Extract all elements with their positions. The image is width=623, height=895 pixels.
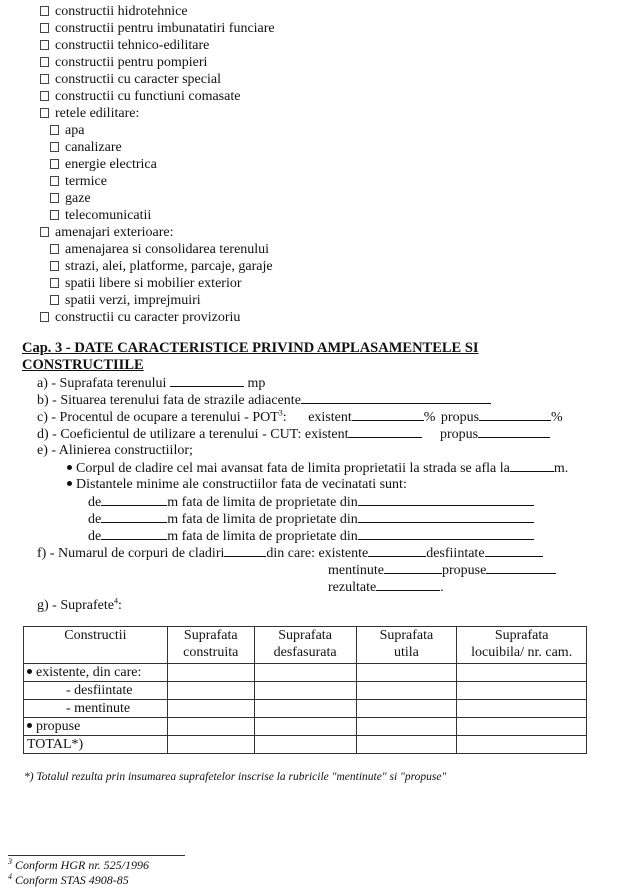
header-text: Suprafata — [183, 628, 238, 643]
field-rezultate — [328, 578, 444, 596]
checkbox-icon[interactable] — [50, 193, 59, 203]
percent-label: % — [423, 410, 436, 425]
table-cell[interactable] — [167, 718, 254, 736]
table-cell[interactable] — [356, 718, 457, 736]
checkbox-icon[interactable] — [50, 142, 59, 152]
row-label — [24, 700, 168, 718]
boundary-input[interactable] — [358, 493, 534, 506]
footnote-number: 3 — [8, 857, 12, 866]
bullet-icon — [27, 723, 32, 728]
distance-row — [88, 510, 534, 528]
din-care-label: din care: existente — [266, 546, 369, 561]
desfiintate-label: desfiintate — [426, 546, 485, 561]
footnote-text: Conform HGR nr. 525/1996 — [15, 858, 150, 872]
pot-propus-input[interactable] — [479, 408, 551, 421]
propuse-label: propuse — [442, 563, 487, 578]
checklist-subitem[interactable] — [50, 241, 269, 258]
prefix-label: de — [88, 512, 102, 527]
table-row — [24, 718, 587, 736]
checklist-subitem[interactable] — [50, 190, 91, 207]
colon: : — [117, 598, 122, 613]
row-label-text: propuse — [36, 719, 81, 734]
checklist-item[interactable] — [40, 105, 139, 122]
aliniere-bullet-1 — [67, 459, 568, 477]
checklist-subitem[interactable] — [50, 292, 201, 309]
checklist-label: spatii verzi, imprejmuiri — [65, 293, 201, 308]
checklist-label: spatii libere si mobilier exterior — [65, 276, 242, 291]
distance-label: m fata de limita de proprietate din — [167, 529, 358, 544]
bullet-icon — [27, 669, 32, 674]
table-row — [24, 664, 587, 682]
row-label — [24, 664, 168, 682]
propuse-input[interactable] — [486, 561, 556, 574]
distance-row — [88, 493, 534, 511]
header-text: utila — [393, 645, 419, 660]
table-cell[interactable] — [167, 664, 254, 682]
checkbox-icon[interactable] — [50, 125, 59, 135]
field-numar-corpuri — [37, 544, 543, 562]
table-cell[interactable] — [457, 736, 587, 754]
distance-input[interactable] — [101, 493, 167, 506]
checklist-label: telecomunicatii — [65, 208, 152, 223]
table-header-row — [24, 627, 587, 664]
colon: : — [282, 410, 287, 425]
checkbox-icon[interactable] — [40, 312, 49, 322]
table-cell[interactable] — [457, 682, 587, 700]
header-suprafata-construita — [167, 627, 254, 664]
unit-label: m. — [553, 461, 569, 476]
table-cell[interactable] — [356, 736, 457, 754]
bullet-icon — [67, 465, 72, 470]
header-text: Suprafata — [278, 628, 332, 643]
checklist-subitem[interactable] — [50, 156, 157, 173]
checkbox-icon[interactable] — [40, 91, 49, 101]
field-label: b) - Situarea terenului fata de strazile adiacente — [37, 393, 301, 408]
distance-label: m fata de limita de proprietate din — [167, 495, 358, 510]
row-label-text: - mentinute — [66, 701, 131, 716]
chapter-title-line1: Cap. 3 - DATE CARACTERISTICE PRIVIND AMPLASAMENTELE SI — [22, 340, 479, 356]
table-note: *) Totalul rezulta prin insumarea suprafetelor inscrise la rubricile "mentinute" si "propuse" — [24, 771, 447, 783]
header-suprafata-utila — [356, 627, 457, 664]
checkbox-icon[interactable] — [40, 6, 49, 16]
row-label-text: existente, din care: — [36, 665, 142, 680]
table-cell[interactable] — [254, 682, 356, 700]
checklist-subitem[interactable] — [50, 207, 151, 224]
table-cell[interactable] — [254, 664, 356, 682]
desfiintate-input[interactable] — [485, 544, 543, 557]
footnote-number: 4 — [8, 872, 12, 881]
table-row — [24, 700, 587, 718]
field-situare-teren — [37, 391, 491, 409]
table-cell[interactable] — [254, 736, 356, 754]
distance-input[interactable] — [101, 510, 167, 523]
checklist-label: constructii pentru pompieri — [55, 55, 208, 70]
checklist-label: apa — [65, 123, 85, 138]
checkbox-icon[interactable] — [40, 227, 49, 237]
bullet-text: Corpul de cladire cel mai avansat fata de limita proprietatii la strada se afla la — [76, 461, 510, 476]
aliniere-bullet-2 — [67, 476, 407, 493]
checklist-item[interactable] — [40, 3, 188, 20]
checklist-label: energie electrica — [65, 157, 157, 172]
field-aliniere: e) - Alinierea constructiilor; — [37, 443, 193, 458]
table-row — [24, 682, 587, 700]
field-pot — [37, 408, 563, 426]
checklist-item[interactable] — [40, 71, 221, 88]
table-cell[interactable] — [356, 682, 457, 700]
bullet-text: Distantele minime ale constructiilor fata de vecinatati sunt: — [76, 477, 407, 492]
checklist-label: constructii hidrotehnice — [55, 4, 188, 19]
suprafata-teren-input[interactable] — [170, 374, 244, 387]
field-suprafata-teren — [37, 374, 265, 392]
checklist-subitem[interactable] — [50, 173, 107, 190]
checklist-item[interactable] — [40, 20, 275, 37]
row-label — [24, 718, 168, 736]
rezultate-label: rezultate — [328, 580, 377, 595]
header-suprafata-desfasurata — [254, 627, 356, 664]
distance-row — [88, 527, 534, 545]
checklist-label: strazi, alei, platforme, parcaje, garaje — [65, 259, 273, 274]
table-cell[interactable] — [457, 700, 587, 718]
existente-input[interactable] — [368, 544, 426, 557]
table-cell[interactable] — [167, 682, 254, 700]
checklist-label: constructii cu caracter special — [55, 72, 221, 87]
unit-label: mp — [247, 376, 266, 391]
checklist-item[interactable] — [40, 54, 207, 71]
situare-teren-input[interactable] — [301, 391, 491, 404]
checkbox-icon[interactable] — [40, 40, 49, 50]
period: . — [440, 580, 444, 595]
checklist-item[interactable] — [40, 37, 209, 54]
prefix-label: de — [88, 495, 102, 510]
field-cut — [37, 425, 550, 443]
distance-label: m fata de limita de proprietate din — [167, 512, 358, 527]
header-suprafata-locuibila — [457, 627, 587, 664]
field-label: a) - Suprafata terenului — [37, 376, 167, 391]
checklist-label: amenajarea si consolidarea terenului — [65, 242, 270, 257]
cut-existent-input[interactable] — [348, 425, 422, 438]
checkbox-icon[interactable] — [40, 57, 49, 67]
footnote-text: Conform STAS 4908-85 — [15, 873, 129, 887]
mentinute-label: mentinute — [328, 563, 384, 578]
footnote-ref: 4 — [113, 596, 118, 606]
footnote-3 — [8, 858, 149, 873]
header-text: construita — [183, 645, 239, 660]
row-label — [24, 682, 168, 700]
checklist-item[interactable] — [40, 309, 240, 326]
chapter-title-line2: CONSTRUCTIILE — [22, 357, 144, 373]
footnote-separator — [8, 855, 185, 856]
boundary-input[interactable] — [358, 510, 534, 523]
checkbox-icon[interactable] — [50, 159, 59, 169]
header-text: Suprafata — [379, 628, 434, 643]
checkbox-icon[interactable] — [50, 261, 59, 271]
pot-existent-input[interactable] — [352, 408, 424, 421]
table-cell[interactable] — [356, 700, 457, 718]
field-mentinute — [328, 561, 556, 579]
bullet-icon — [67, 481, 72, 486]
propus-label: propus — [440, 410, 480, 425]
checkbox-icon[interactable] — [50, 244, 59, 254]
table-cell[interactable] — [254, 700, 356, 718]
percent-label: % — [551, 410, 563, 425]
checkbox-icon[interactable] — [40, 23, 49, 33]
field-label: c) - Procentul de ocupare a terenului - POT — [37, 410, 279, 425]
prefix-label: de — [88, 529, 102, 544]
corp-avansat-input[interactable] — [510, 459, 554, 472]
suprafete-table — [23, 626, 587, 754]
field-label: f) - Numarul de corpuri de cladiri — [37, 546, 225, 561]
propus-label: propus — [439, 427, 479, 442]
table-cell[interactable] — [457, 664, 587, 682]
row-label-text: - desfiintate — [66, 683, 133, 698]
mentinute-input[interactable] — [384, 561, 442, 574]
checklist-label: termice — [65, 174, 107, 189]
checklist-label: retele edilitare: — [55, 106, 140, 121]
checklist-label: constructii cu functiuni comasate — [55, 89, 241, 104]
checklist-subitem[interactable] — [50, 122, 84, 139]
checkbox-icon[interactable] — [50, 278, 59, 288]
checklist-label: constructii pentru imbunatatiri funciare — [55, 21, 275, 36]
existent-label: existent — [308, 410, 352, 425]
checklist-item[interactable] — [40, 88, 240, 105]
header-text: Suprafata — [494, 628, 549, 643]
field-label: d) - Coeficientul de utilizare a terenului - CUT: existent — [37, 427, 349, 442]
rezultate-input[interactable] — [376, 578, 440, 591]
checkbox-icon[interactable] — [40, 108, 49, 118]
cut-propus-input[interactable] — [478, 425, 550, 438]
checkbox-icon[interactable] — [50, 295, 59, 305]
checkbox-icon[interactable] — [50, 176, 59, 186]
checklist-label: constructii tehnico-edilitare — [55, 38, 210, 53]
checklist-label: amenajari exterioare: — [55, 225, 174, 240]
field-label: g) - Suprafete — [37, 598, 114, 613]
checklist-subitem[interactable] — [50, 258, 273, 275]
row-label — [24, 736, 168, 754]
header-constructii — [24, 627, 168, 664]
header-text: Constructii — [64, 628, 127, 643]
checkbox-icon[interactable] — [50, 210, 59, 220]
checklist-item[interactable] — [40, 224, 174, 241]
checklist-subitem[interactable] — [50, 139, 122, 156]
distance-input[interactable] — [101, 527, 167, 540]
header-text: locuibila/ nr. cam. — [471, 645, 573, 660]
table-cell[interactable] — [167, 700, 254, 718]
table-cell[interactable] — [167, 736, 254, 754]
boundary-input[interactable] — [358, 527, 534, 540]
footnote-ref: 3 — [278, 408, 283, 418]
checklist-label: canalizare — [65, 140, 122, 155]
header-text: desfasurata — [273, 645, 337, 660]
footnote-4 — [8, 873, 129, 888]
table-row — [24, 736, 587, 754]
table-cell[interactable] — [254, 718, 356, 736]
checklist-label: constructii cu caracter provizoriu — [55, 310, 241, 325]
field-suprafete — [37, 597, 122, 614]
checklist-label: gaze — [65, 191, 91, 206]
checkbox-icon[interactable] — [40, 74, 49, 84]
row-label-text: TOTAL*) — [27, 737, 84, 752]
table-cell[interactable] — [356, 664, 457, 682]
numar-corpuri-input[interactable] — [224, 544, 266, 557]
table-cell[interactable] — [457, 718, 587, 736]
checklist-subitem[interactable] — [50, 275, 242, 292]
